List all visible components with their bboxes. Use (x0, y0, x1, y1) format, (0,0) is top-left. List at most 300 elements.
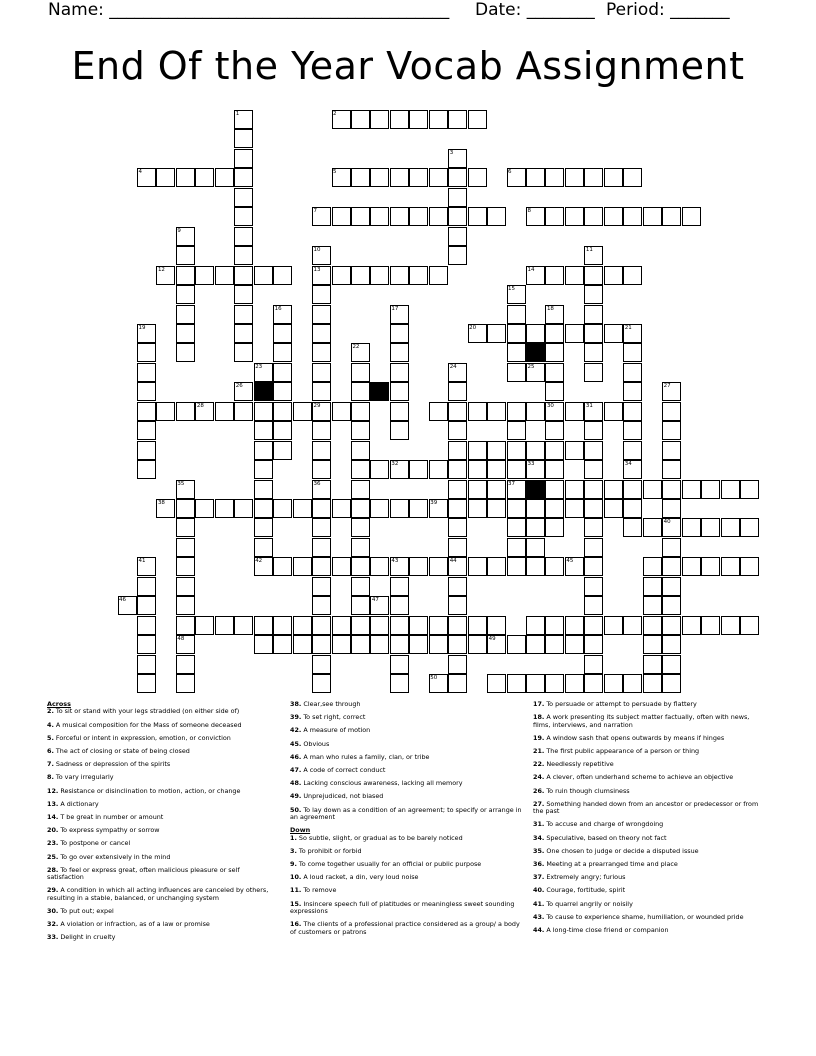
grid-cell[interactable] (390, 635, 409, 654)
grid-cell[interactable] (507, 674, 526, 693)
grid-cell[interactable] (740, 518, 759, 537)
grid-cell[interactable] (215, 168, 234, 187)
grid-cell[interactable] (662, 674, 681, 693)
grid-cell[interactable] (526, 324, 545, 343)
grid-cell[interactable] (662, 577, 681, 596)
grid-cell[interactable] (176, 674, 195, 693)
grid-cell[interactable] (254, 616, 273, 635)
grid-cell[interactable] (234, 168, 253, 187)
grid-cell[interactable] (584, 168, 603, 187)
grid-cell[interactable] (137, 382, 156, 401)
grid-cell[interactable] (351, 557, 370, 576)
grid-cell[interactable] (623, 674, 642, 693)
grid-cell[interactable] (195, 266, 214, 285)
grid-cell[interactable] (312, 343, 331, 362)
grid-cell[interactable] (332, 557, 351, 576)
grid-cell[interactable] (643, 674, 662, 693)
grid-cell[interactable] (429, 635, 448, 654)
grid-cell[interactable] (584, 207, 603, 226)
grid-cell[interactable] (273, 266, 292, 285)
grid-cell[interactable] (507, 402, 526, 421)
grid-cell[interactable] (176, 655, 195, 674)
grid-cell[interactable] (390, 168, 409, 187)
grid-cell[interactable] (526, 518, 545, 537)
grid-cell[interactable] (273, 557, 292, 576)
grid-cell[interactable] (312, 538, 331, 557)
grid-cell[interactable] (701, 557, 720, 576)
grid-cell[interactable] (584, 635, 603, 654)
grid-cell[interactable] (312, 616, 331, 635)
grid-cell[interactable] (351, 518, 370, 537)
grid-cell[interactable] (351, 596, 370, 615)
grid-cell[interactable] (584, 305, 603, 324)
grid-cell[interactable] (234, 227, 253, 246)
grid-cell[interactable] (468, 635, 487, 654)
grid-cell[interactable] (176, 596, 195, 615)
grid-cell[interactable] (507, 538, 526, 557)
grid-cell[interactable] (254, 266, 273, 285)
grid-cell[interactable] (584, 480, 603, 499)
grid-cell[interactable] (468, 207, 487, 226)
grid-cell[interactable] (701, 518, 720, 537)
grid-cell[interactable] (584, 538, 603, 557)
grid-cell[interactable] (545, 382, 564, 401)
grid-cell[interactable] (351, 480, 370, 499)
grid-cell[interactable] (409, 266, 428, 285)
grid-cell[interactable] (351, 441, 370, 460)
grid-cell[interactable] (370, 266, 389, 285)
grid-cell[interactable] (507, 363, 526, 382)
grid-cell[interactable] (390, 402, 409, 421)
grid-cell[interactable] (468, 441, 487, 460)
grid-cell[interactable] (487, 557, 506, 576)
grid-cell[interactable] (565, 266, 584, 285)
grid-cell[interactable] (662, 655, 681, 674)
grid-cell[interactable] (293, 635, 312, 654)
grid-cell[interactable] (526, 168, 545, 187)
grid-cell[interactable] (156, 402, 175, 421)
grid-cell[interactable] (273, 343, 292, 362)
grid-cell[interactable] (682, 480, 701, 499)
grid-cell[interactable] (409, 110, 428, 129)
grid-cell[interactable] (584, 441, 603, 460)
grid-cell[interactable] (623, 441, 642, 460)
grid-cell[interactable] (390, 343, 409, 362)
grid-cell[interactable] (390, 421, 409, 440)
grid-cell[interactable] (545, 324, 564, 343)
grid-cell[interactable] (273, 616, 292, 635)
grid-cell[interactable] (312, 324, 331, 343)
grid-cell[interactable] (312, 655, 331, 674)
grid-cell[interactable] (468, 499, 487, 518)
grid-cell[interactable] (526, 674, 545, 693)
grid-cell[interactable] (351, 421, 370, 440)
grid-cell[interactable] (156, 168, 175, 187)
grid-cell[interactable] (351, 266, 370, 285)
grid-cell[interactable] (312, 363, 331, 382)
grid-cell[interactable] (584, 285, 603, 304)
grid-cell[interactable] (682, 518, 701, 537)
grid-cell[interactable] (176, 499, 195, 518)
grid-cell[interactable] (584, 655, 603, 674)
grid-cell[interactable] (545, 168, 564, 187)
grid-cell[interactable] (351, 110, 370, 129)
grid-cell[interactable] (137, 402, 156, 421)
grid-cell[interactable] (429, 168, 448, 187)
grid-cell[interactable] (448, 538, 467, 557)
grid-cell[interactable] (137, 655, 156, 674)
grid-cell[interactable] (409, 207, 428, 226)
grid-cell[interactable] (332, 616, 351, 635)
grid-cell[interactable] (682, 616, 701, 635)
grid-cell[interactable] (254, 441, 273, 460)
grid-cell[interactable] (215, 499, 234, 518)
grid-cell[interactable] (448, 421, 467, 440)
grid-cell[interactable] (370, 168, 389, 187)
grid-cell[interactable] (234, 305, 253, 324)
grid-cell[interactable] (565, 207, 584, 226)
grid-cell[interactable] (273, 499, 292, 518)
grid-cell[interactable] (293, 616, 312, 635)
grid-cell[interactable] (176, 324, 195, 343)
grid-cell[interactable] (545, 441, 564, 460)
grid-cell[interactable] (448, 227, 467, 246)
grid-cell[interactable] (584, 499, 603, 518)
grid-cell[interactable] (273, 324, 292, 343)
grid-cell[interactable] (448, 246, 467, 265)
grid-cell[interactable] (545, 266, 564, 285)
grid-cell[interactable] (429, 207, 448, 226)
grid-cell[interactable] (137, 343, 156, 362)
grid-cell[interactable] (176, 285, 195, 304)
grid-cell[interactable] (390, 266, 409, 285)
grid-cell[interactable] (545, 460, 564, 479)
grid-cell[interactable] (390, 655, 409, 674)
grid-cell[interactable] (507, 421, 526, 440)
grid-cell[interactable] (409, 168, 428, 187)
grid-cell[interactable] (312, 441, 331, 460)
grid-cell[interactable] (351, 538, 370, 557)
grid-cell[interactable] (370, 616, 389, 635)
grid-cell[interactable] (448, 635, 467, 654)
grid-cell[interactable] (448, 168, 467, 187)
grid-cell[interactable] (409, 557, 428, 576)
grid-cell[interactable] (448, 402, 467, 421)
grid-cell[interactable] (448, 441, 467, 460)
grid-cell[interactable] (332, 402, 351, 421)
grid-cell[interactable] (448, 188, 467, 207)
grid-cell[interactable] (448, 460, 467, 479)
grid-cell[interactable] (215, 266, 234, 285)
grid-cell[interactable] (332, 499, 351, 518)
grid-cell[interactable] (234, 285, 253, 304)
grid-cell[interactable] (662, 441, 681, 460)
grid-cell[interactable] (545, 363, 564, 382)
grid-cell[interactable] (643, 635, 662, 654)
grid-cell[interactable] (215, 616, 234, 635)
grid-cell[interactable] (721, 480, 740, 499)
grid-cell[interactable] (448, 577, 467, 596)
grid-cell[interactable] (662, 421, 681, 440)
grid-cell[interactable] (370, 635, 389, 654)
grid-cell[interactable] (370, 207, 389, 226)
grid-cell[interactable] (507, 460, 526, 479)
grid-cell[interactable] (507, 324, 526, 343)
grid-cell[interactable] (545, 480, 564, 499)
grid-cell[interactable] (507, 499, 526, 518)
grid-cell[interactable] (545, 674, 564, 693)
grid-cell[interactable] (565, 635, 584, 654)
grid-cell[interactable] (351, 363, 370, 382)
grid-cell[interactable] (584, 460, 603, 479)
grid-cell[interactable] (701, 616, 720, 635)
grid-cell[interactable] (545, 499, 564, 518)
grid-cell[interactable] (351, 577, 370, 596)
grid-cell[interactable] (565, 441, 584, 460)
grid-cell[interactable] (507, 518, 526, 537)
grid-cell[interactable] (468, 110, 487, 129)
grid-cell[interactable] (507, 557, 526, 576)
grid-cell[interactable] (604, 674, 623, 693)
grid-cell[interactable] (390, 207, 409, 226)
grid-cell[interactable] (234, 266, 253, 285)
grid-cell[interactable] (273, 363, 292, 382)
grid-cell[interactable] (643, 207, 662, 226)
grid-cell[interactable] (195, 499, 214, 518)
grid-cell[interactable] (468, 480, 487, 499)
grid-cell[interactable] (137, 363, 156, 382)
grid-cell[interactable] (137, 616, 156, 635)
grid-cell[interactable] (623, 168, 642, 187)
grid-cell[interactable] (254, 421, 273, 440)
grid-cell[interactable] (390, 674, 409, 693)
grid-cell[interactable] (507, 305, 526, 324)
grid-cell[interactable] (390, 596, 409, 615)
grid-cell[interactable] (215, 402, 234, 421)
grid-cell[interactable] (526, 538, 545, 557)
grid-cell[interactable] (273, 441, 292, 460)
grid-cell[interactable] (545, 421, 564, 440)
grid-cell[interactable] (584, 596, 603, 615)
grid-cell[interactable] (584, 616, 603, 635)
grid-cell[interactable] (448, 499, 467, 518)
grid-cell[interactable] (448, 110, 467, 129)
grid-cell[interactable] (662, 499, 681, 518)
grid-cell[interactable] (468, 168, 487, 187)
grid-cell[interactable] (254, 538, 273, 557)
grid-cell[interactable] (604, 499, 623, 518)
grid-cell[interactable] (526, 557, 545, 576)
grid-cell[interactable] (234, 324, 253, 343)
grid-cell[interactable] (721, 616, 740, 635)
grid-cell[interactable] (487, 499, 506, 518)
grid-cell[interactable] (312, 518, 331, 537)
grid-cell[interactable] (623, 480, 642, 499)
grid-cell[interactable] (623, 363, 642, 382)
grid-cell[interactable] (643, 518, 662, 537)
grid-cell[interactable] (176, 305, 195, 324)
date-field-label[interactable]: Date: ________ (475, 0, 595, 20)
grid-cell[interactable] (390, 616, 409, 635)
grid-cell[interactable] (643, 655, 662, 674)
grid-cell[interactable] (312, 557, 331, 576)
grid-cell[interactable] (487, 324, 506, 343)
grid-cell[interactable] (468, 616, 487, 635)
grid-cell[interactable] (487, 480, 506, 499)
grid-cell[interactable] (682, 557, 701, 576)
grid-cell[interactable] (234, 149, 253, 168)
grid-cell[interactable] (584, 343, 603, 362)
grid-cell[interactable] (584, 324, 603, 343)
grid-cell[interactable] (623, 421, 642, 440)
grid-cell[interactable] (312, 596, 331, 615)
grid-cell[interactable] (234, 188, 253, 207)
grid-cell[interactable] (351, 168, 370, 187)
grid-cell[interactable] (137, 635, 156, 654)
grid-cell[interactable] (137, 460, 156, 479)
grid-cell[interactable] (195, 168, 214, 187)
grid-cell[interactable] (370, 557, 389, 576)
grid-cell[interactable] (409, 616, 428, 635)
grid-cell[interactable] (623, 518, 642, 537)
grid-cell[interactable] (137, 674, 156, 693)
grid-cell[interactable] (468, 557, 487, 576)
grid-cell[interactable] (312, 460, 331, 479)
grid-cell[interactable] (643, 557, 662, 576)
grid-cell[interactable] (448, 674, 467, 693)
grid-cell[interactable] (254, 402, 273, 421)
grid-cell[interactable] (409, 635, 428, 654)
grid-cell[interactable] (526, 635, 545, 654)
grid-cell[interactable] (312, 382, 331, 401)
grid-cell[interactable] (604, 168, 623, 187)
grid-cell[interactable] (468, 460, 487, 479)
grid-cell[interactable] (662, 616, 681, 635)
grid-cell[interactable] (351, 635, 370, 654)
grid-cell[interactable] (429, 402, 448, 421)
grid-cell[interactable] (312, 285, 331, 304)
grid-cell[interactable] (545, 557, 564, 576)
grid-cell[interactable] (234, 129, 253, 148)
grid-cell[interactable] (623, 499, 642, 518)
grid-cell[interactable] (623, 343, 642, 362)
grid-cell[interactable] (604, 324, 623, 343)
grid-cell[interactable] (137, 441, 156, 460)
grid-cell[interactable] (584, 266, 603, 285)
grid-cell[interactable] (176, 557, 195, 576)
grid-cell[interactable] (429, 616, 448, 635)
grid-cell[interactable] (409, 499, 428, 518)
grid-cell[interactable] (254, 635, 273, 654)
grid-cell[interactable] (332, 207, 351, 226)
grid-cell[interactable] (176, 577, 195, 596)
grid-cell[interactable] (526, 441, 545, 460)
grid-cell[interactable] (176, 246, 195, 265)
grid-cell[interactable] (429, 110, 448, 129)
grid-cell[interactable] (370, 110, 389, 129)
grid-cell[interactable] (293, 402, 312, 421)
grid-cell[interactable] (565, 616, 584, 635)
grid-cell[interactable] (176, 266, 195, 285)
grid-cell[interactable] (137, 421, 156, 440)
grid-cell[interactable] (390, 363, 409, 382)
grid-cell[interactable] (254, 518, 273, 537)
grid-cell[interactable] (176, 518, 195, 537)
grid-cell[interactable] (487, 616, 506, 635)
grid-cell[interactable] (312, 305, 331, 324)
grid-cell[interactable] (234, 402, 253, 421)
grid-cell[interactable] (604, 207, 623, 226)
grid-cell[interactable] (312, 635, 331, 654)
grid-cell[interactable] (351, 460, 370, 479)
grid-cell[interactable] (332, 266, 351, 285)
grid-cell[interactable] (370, 499, 389, 518)
grid-cell[interactable] (623, 382, 642, 401)
grid-cell[interactable] (740, 480, 759, 499)
grid-cell[interactable] (234, 246, 253, 265)
grid-cell[interactable] (273, 402, 292, 421)
grid-cell[interactable] (312, 577, 331, 596)
grid-cell[interactable] (584, 421, 603, 440)
grid-cell[interactable] (176, 402, 195, 421)
grid-cell[interactable] (176, 616, 195, 635)
name-field-label[interactable]: Name: ________________________________________ (48, 0, 450, 20)
grid-cell[interactable] (429, 266, 448, 285)
grid-cell[interactable] (312, 421, 331, 440)
grid-cell[interactable] (429, 460, 448, 479)
grid-cell[interactable] (584, 577, 603, 596)
grid-cell[interactable] (526, 499, 545, 518)
grid-cell[interactable] (448, 655, 467, 674)
grid-cell[interactable] (604, 402, 623, 421)
grid-cell[interactable] (584, 674, 603, 693)
grid-cell[interactable] (662, 635, 681, 654)
grid-cell[interactable] (662, 480, 681, 499)
grid-cell[interactable] (293, 499, 312, 518)
grid-cell[interactable] (545, 518, 564, 537)
grid-cell[interactable] (468, 402, 487, 421)
grid-cell[interactable] (584, 363, 603, 382)
grid-cell[interactable] (390, 499, 409, 518)
grid-cell[interactable] (643, 596, 662, 615)
grid-cell[interactable] (351, 402, 370, 421)
grid-cell[interactable] (623, 616, 642, 635)
grid-cell[interactable] (545, 207, 564, 226)
grid-cell[interactable] (662, 557, 681, 576)
grid-cell[interactable] (351, 616, 370, 635)
grid-cell[interactable] (312, 674, 331, 693)
grid-cell[interactable] (312, 499, 331, 518)
grid-cell[interactable] (351, 499, 370, 518)
grid-cell[interactable] (351, 207, 370, 226)
grid-cell[interactable] (604, 616, 623, 635)
grid-cell[interactable] (487, 441, 506, 460)
grid-cell[interactable] (487, 207, 506, 226)
grid-cell[interactable] (487, 460, 506, 479)
period-field-label[interactable]: Period: _______ (606, 0, 730, 20)
grid-cell[interactable] (565, 499, 584, 518)
grid-cell[interactable] (176, 343, 195, 362)
grid-cell[interactable] (662, 402, 681, 421)
grid-cell[interactable] (507, 635, 526, 654)
grid-cell[interactable] (643, 577, 662, 596)
grid-cell[interactable] (545, 343, 564, 362)
grid-cell[interactable] (390, 324, 409, 343)
grid-cell[interactable] (254, 480, 273, 499)
grid-cell[interactable] (662, 596, 681, 615)
grid-cell[interactable] (584, 518, 603, 537)
grid-cell[interactable] (662, 538, 681, 557)
